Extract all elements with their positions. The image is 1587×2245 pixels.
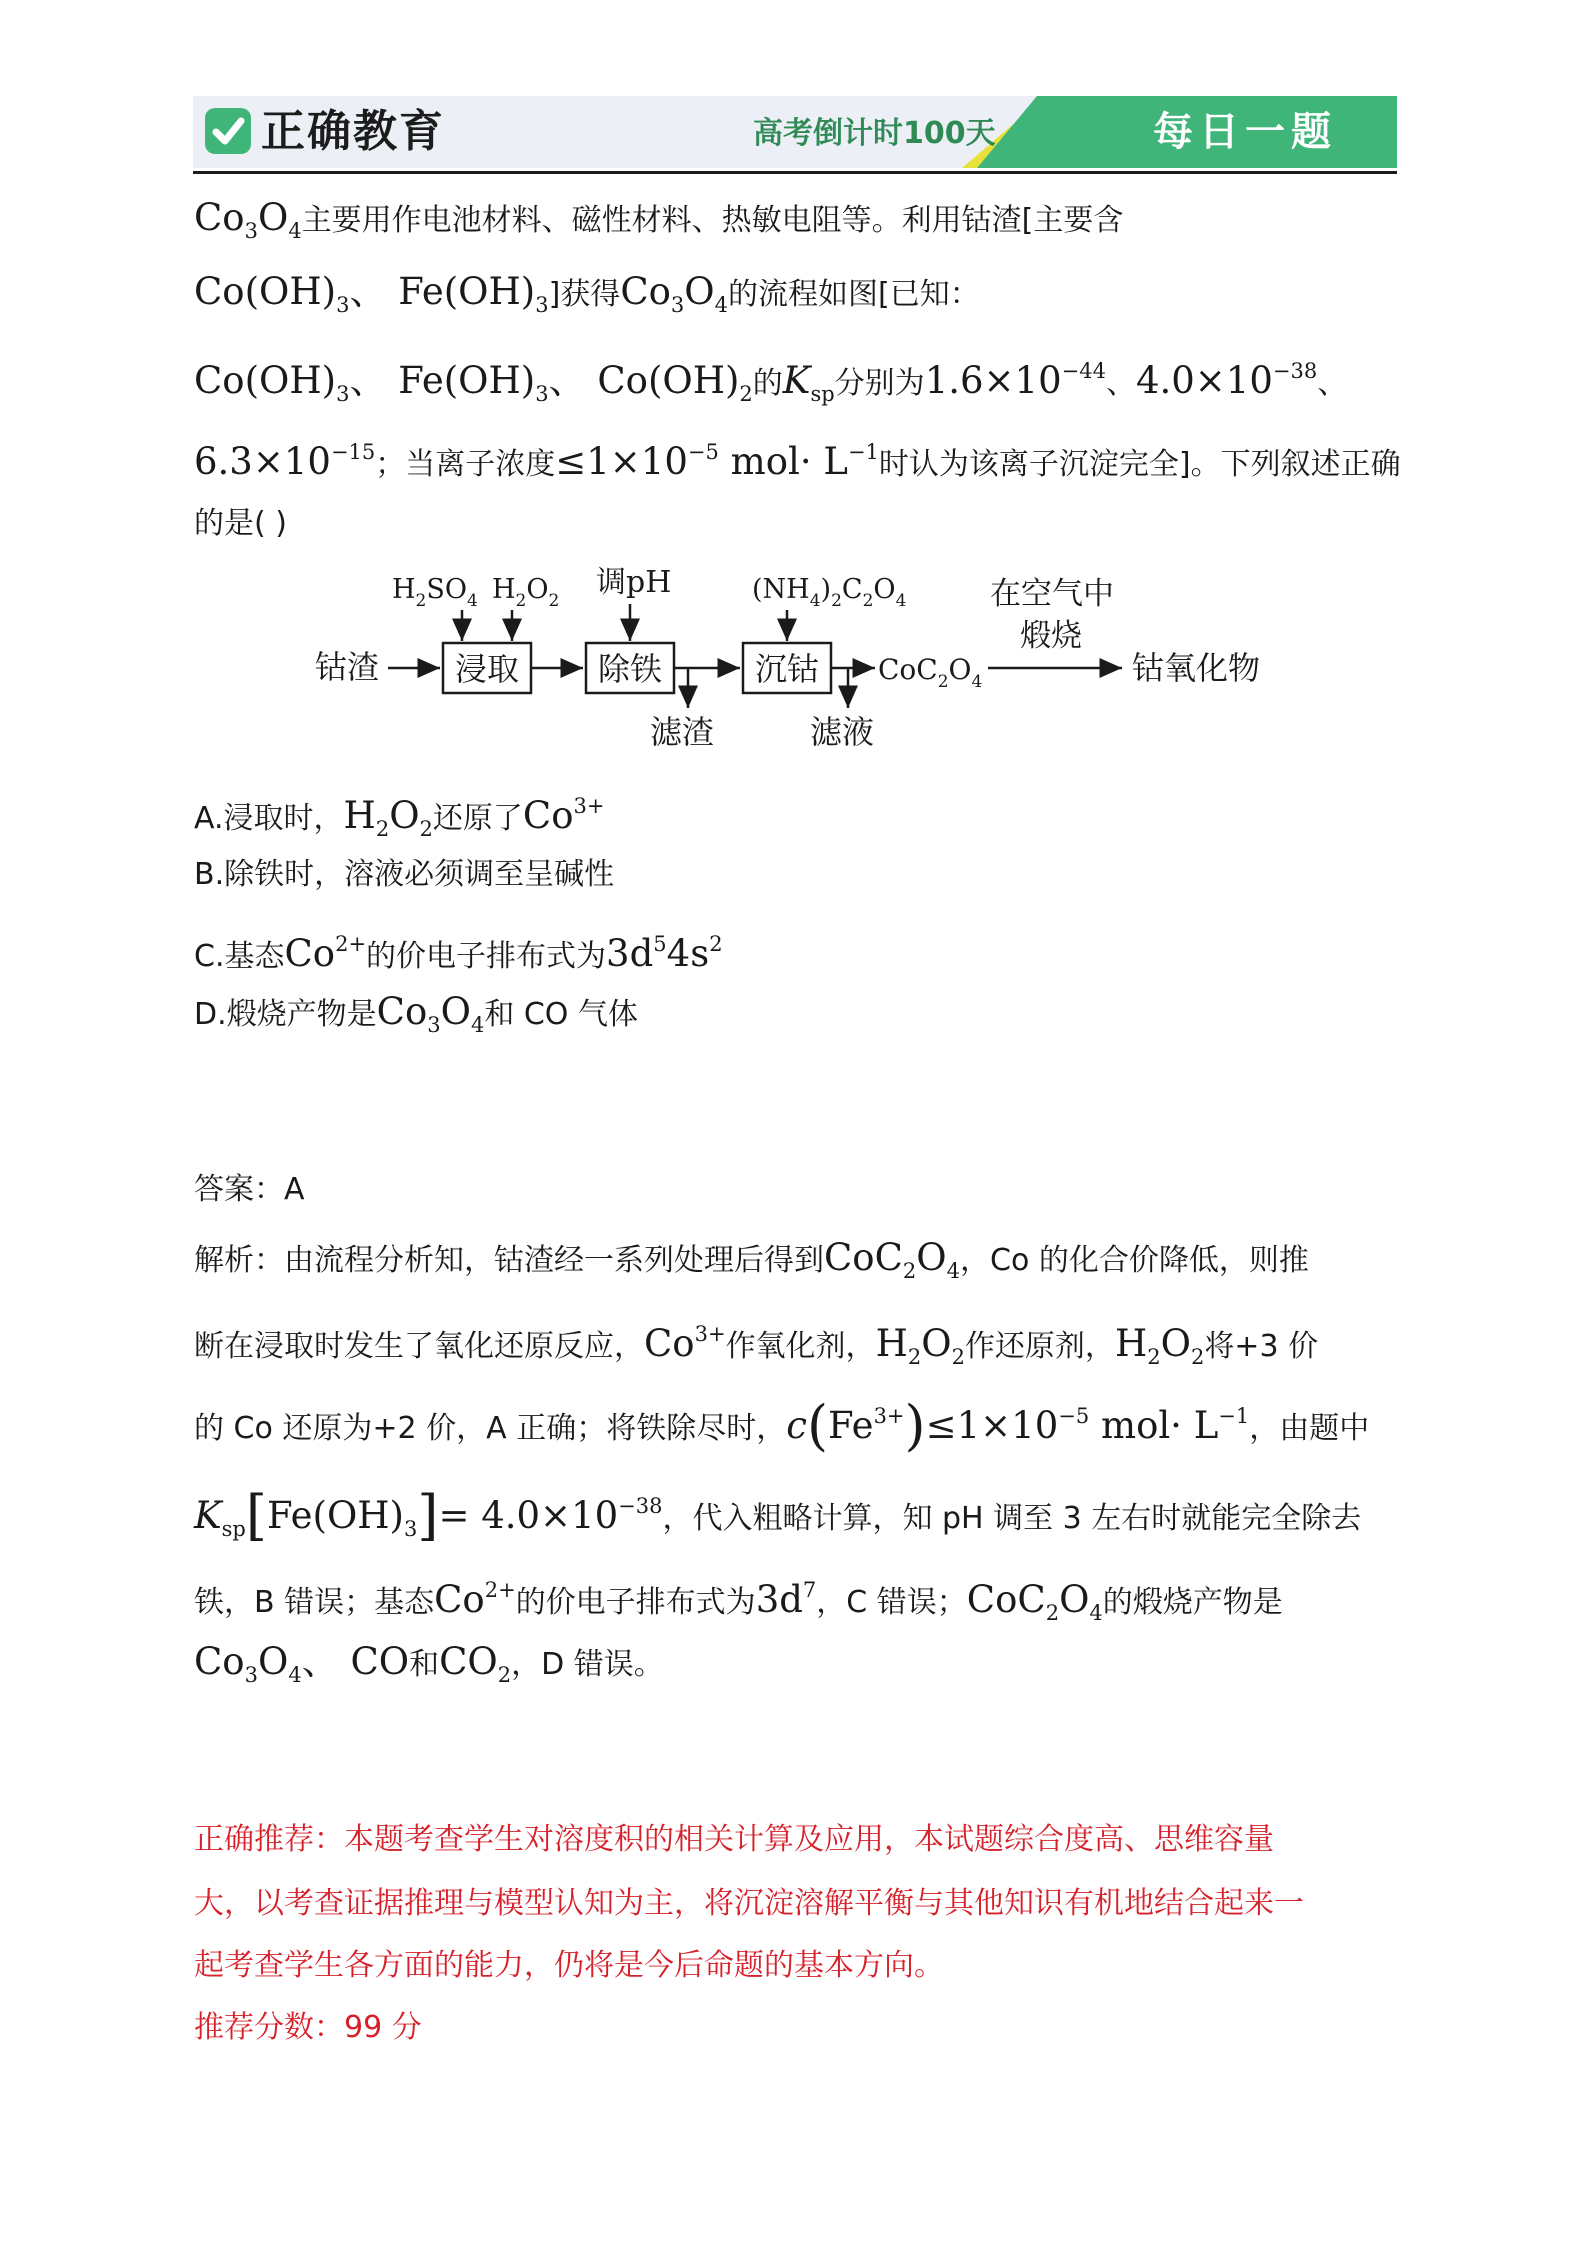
flow-waste-filtrate: 滤液 (810, 713, 875, 751)
flow-feed-label: 钴渣 (315, 648, 380, 686)
explanation-line-4: $K_{sp}[Fe(OH)_3]= 4.0\times 10^{-38}$，代入粗略计算，知 pH 调至 3 左右时就能完全除去 (194, 1484, 1362, 1547)
question-line-3: $Co(OH)_3$、 $Fe(OH)_3$、 $Co(OH)_2$的$K_{sp}$分别为$1.6\times 10^{-44}$、$4.0\times 10^{-38}$、 (194, 359, 1348, 406)
flow-waste-residue: 滤渣 (650, 713, 715, 751)
daily-question-title: 每日一题 (1153, 109, 1337, 155)
explanation-line-3: 的 Co 还原为+2 价，A 正确；将铁除尽时，$c(Fe^{3+})\le 1\times 10^{-5}$ $mol\cdot L^{-1}$，由题中 (194, 1394, 1370, 1457)
question-line-2: $Co(OH)_3$、 $Fe(OH)_3$]获得$Co_3O_4$的流程如图[已知： (194, 270, 980, 317)
flow-box-iron-removal-label: 除铁 (598, 650, 663, 688)
checkmark-icon (205, 108, 251, 154)
flow-intermediate-cobalt-oxalate: $CoC_2O_4$ (878, 653, 983, 692)
option-b: B.除铁时，溶液必须调至呈碱性 (194, 857, 615, 892)
question-line-4: $6.3\times 10^{-15}$；当离子浓度$\le 1\times 10^{-5}$ $mol\cdot L^{-1}$时认为该离子沉淀完全]。下列叙述正确 (194, 440, 1401, 483)
flow-condition-air: 在空气中 (990, 576, 1114, 612)
explanation-line-2: 断在浸取时发生了氧化还原反应，$Co^{3+}$作氧化剂，$H_2O_2$作还原剂，$H_2O_2$将+3 价 (194, 1322, 1319, 1369)
recommend-score: 推荐分数：99 分 (194, 2010, 422, 2045)
flow-reagent-h2so4: $H_2SO_4$ (392, 574, 478, 611)
flow-reagent-ammonium-oxalate: $(NH_4)_2C_2O_4$ (752, 574, 907, 611)
recommend-line-2: 大，以考查证据推理与模型认知为主，将沉淀溶解平衡与其他知识有机地结合起来一 (194, 1886, 1304, 1921)
process-flow-diagram (300, 558, 1300, 758)
recommend-line-3: 起考查学生各方面的能力，仍将是今后命题的基本方向。 (194, 1948, 944, 1983)
explanation-line-6: $Co_3O_4$、 CO和$CO_2$，D 错误。 (194, 1640, 664, 1687)
header-divider (193, 171, 1397, 174)
option-d: D.煅烧产物是$Co_3O_4$和 CO 气体 (194, 990, 638, 1037)
flow-condition-calcine: 煅烧 (1020, 618, 1082, 654)
brand-name: 正确教育 (261, 106, 445, 157)
flow-reagent-adjust-ph: 调pH (596, 565, 672, 600)
recommend-line-1: 正确推荐：本题考查学生对溶度积的相关计算及应用，本试题综合度高、思维容量 (194, 1822, 1274, 1857)
answer-label: 答案：A (194, 1172, 305, 1207)
question-line-1: $Co_3O_4$主要用作电池材料、磁性材料、热敏电阻等。利用钴渣[主要含 (194, 196, 1124, 243)
option-c: C.基态$Co^{2+}$的价电子排布式为$3d^54s^2$ (194, 932, 723, 975)
header-banner (193, 96, 1397, 168)
flow-reagent-h2o2: $H_2O_2$ (492, 574, 560, 611)
option-a: A.浸取时，$H_2O_2$还原了$Co^{3+}$ (194, 794, 605, 841)
flow-box-leach-label: 浸取 (455, 650, 520, 688)
countdown-text: 高考倒计时100天 (753, 116, 996, 151)
flow-box-cobalt-precipitation-label: 沉钴 (755, 650, 820, 688)
flow-product: 钴氧化物 (1132, 649, 1261, 687)
question-line-5: 的是( ) (194, 506, 287, 541)
explanation-line-1: 解析：由流程分析知，钴渣经一系列处理后得到$CoC_2O_4$，Co 的化合价降低，则推 (194, 1236, 1309, 1283)
explanation-line-5: 铁，B 错误；基态$Co^{2+}$的价电子排布式为$3d^7$，C 错误；$CoC_2O_4$的煅烧产物是 (194, 1578, 1283, 1625)
